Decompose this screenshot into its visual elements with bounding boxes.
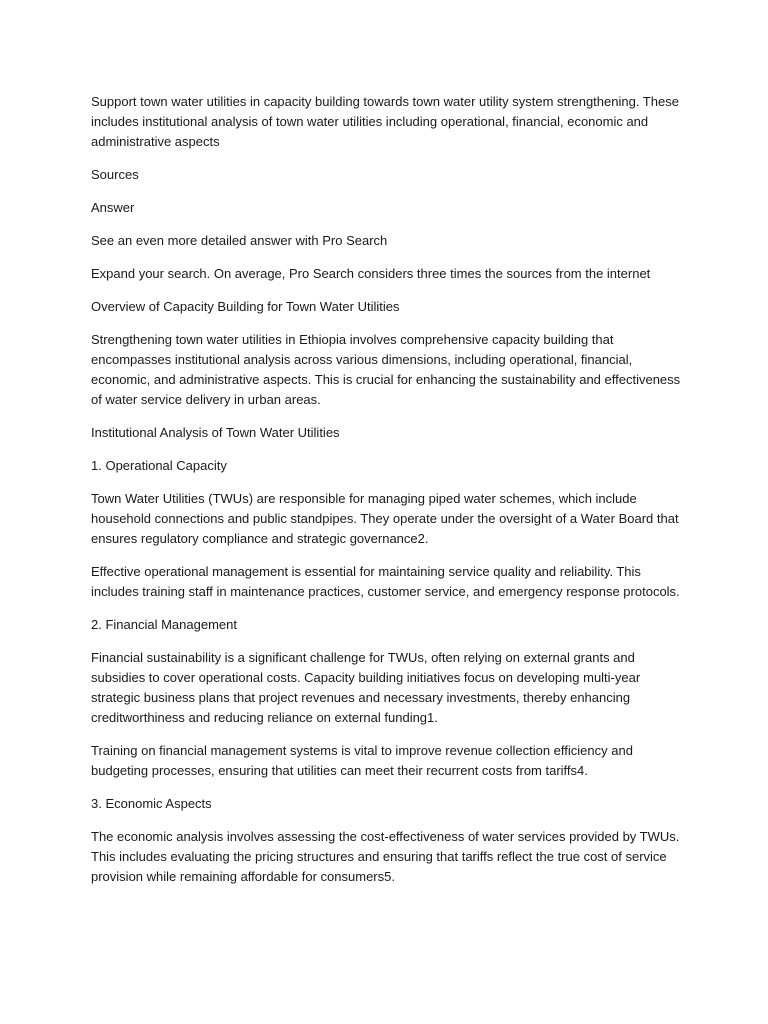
institutional-analysis-heading: Institutional Analysis of Town Water Utilities — [91, 425, 340, 440]
financial-paragraph-2: Training on financial management systems is vital to improve revenue collection efficiency and budgeting processes, ensuring that utilities can meet their recurrent costs from tariffs4. — [91, 743, 633, 778]
financial-management-heading: 2. Financial Management — [91, 617, 237, 632]
overview-heading: Overview of Capacity Building for Town Water Utilities — [91, 299, 400, 314]
document-page — [91, 92, 683, 900]
intro-paragraph: Support town water utilities in capacity building towards town water utility system strengthening. These includes institutional analysis of town water utilities including operational, financial, economic and administrative aspects — [91, 94, 679, 149]
operational-capacity-heading: 1. Operational Capacity — [91, 458, 227, 473]
overview-paragraph: Strengthening town water utilities in Ethiopia involves comprehensive capacity building that encompasses institutional analysis across various dimensions, including operational, financial, economic, and administrative aspects. This is crucial for enhancing the sustainability and effectiveness of water service delivery in urban areas. — [91, 332, 681, 407]
answer-label: Answer — [91, 200, 135, 215]
economic-aspects-heading: 3. Economic Aspects — [91, 796, 212, 811]
operational-paragraph-2: Effective operational management is essential for maintaining service quality and reliability. This includes training staff in maintenance practices, customer service, and emergency response protocols. — [91, 564, 680, 599]
operational-paragraph-1: Town Water Utilities (TWUs) are responsible for managing piped water schemes, which include household connections and public standpipes. They operate under the oversight of a Water Board that ensures regulatory compliance and strategic governance2. — [91, 491, 679, 546]
economic-paragraph: The economic analysis involves assessing the cost-effectiveness of water services provided by TWUs. This includes evaluating the pricing structures and ensuring that tariffs reflect the true cost of service provision while remaining affordable for consumers5. — [91, 829, 680, 884]
sources-label: Sources — [91, 167, 139, 182]
financial-paragraph-1: Financial sustainability is a significant challenge for TWUs, often relying on external grants and subsidies to cover operational costs. Capacity building initiatives focus on developing multi-year strategic business plans that project revenues and necessary investments, thereby enhancing creditworthiness and reducing reliance on external funding1. — [91, 650, 641, 725]
pro-search-prompt: See an even more detailed answer with Pro Search — [91, 233, 388, 248]
expand-search-note: Expand your search. On average, Pro Search considers three times the sources from the internet — [91, 266, 651, 281]
